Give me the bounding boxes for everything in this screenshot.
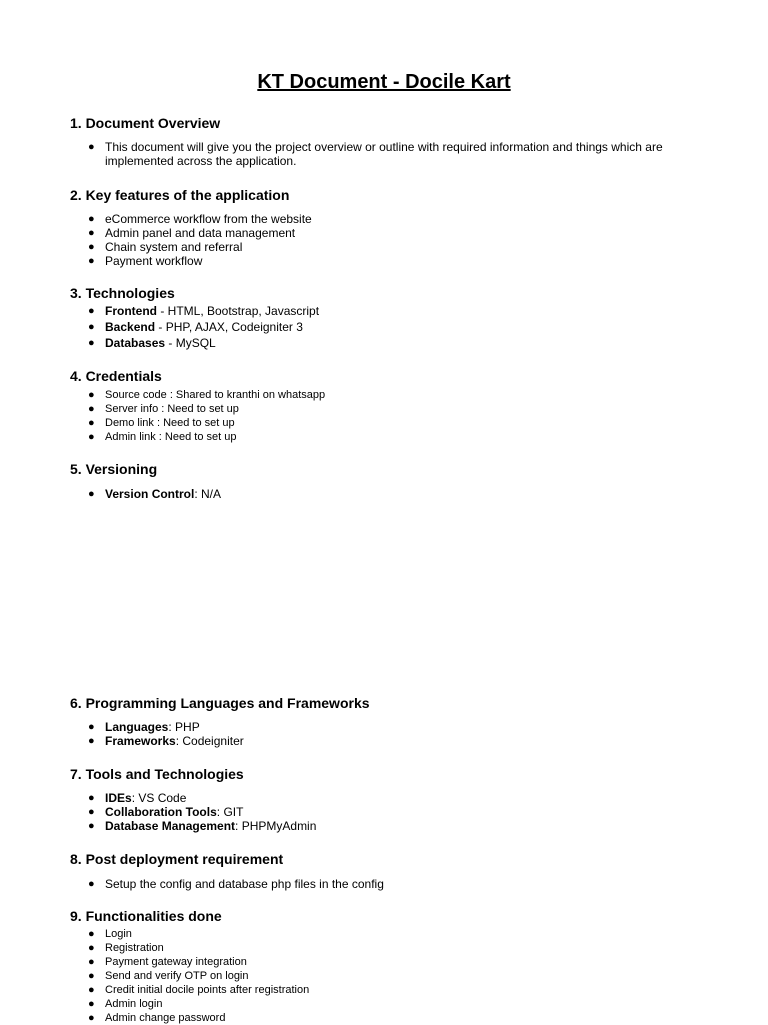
list-item: ● Admin panel and data management [88,226,296,240]
section-technologies [70,284,710,351]
list-item: ● Login [88,928,132,940]
bullet-icon: ● [88,321,95,333]
bullet-list [70,877,710,891]
list-item: ● Database Management: PHPMyAdmin [88,819,317,833]
bullet-icon: ● [88,1012,95,1024]
bullet-icon: ● [88,970,95,982]
bullet-list [70,212,710,268]
bullet-list [70,140,710,168]
list-item: ● Version Control: N/A [88,487,222,501]
section-heading: 2. Key features of the application [70,187,290,203]
section-post-deployment [70,850,710,891]
list-item: ● Credit initial docile points after registration [88,984,310,996]
bullet-list [70,720,710,748]
section-heading: 5. Versioning [70,461,158,477]
bullet-icon: ● [88,213,95,225]
bullet-icon: ● [88,735,95,747]
list-item: ● Backend - PHP, AJAX, Codeigniter 3 [88,320,303,334]
bullet-list [70,791,710,833]
list-item: ● Chain system and referral [88,240,243,254]
bullet-icon: ● [88,255,95,267]
section-heading: 1. Document Overview [70,115,221,131]
list-item: ● Databases - MySQL [88,336,216,350]
document-title: KT Document - Docile Kart [257,71,511,93]
bullet-icon: ● [88,227,95,239]
bullet-icon: ● [88,792,95,804]
section-heading: 9. Functionalities done [70,908,222,924]
list-item: ● Setup the config and database php files in the config [88,877,384,891]
list-item: ● IDEs: VS Code [88,791,187,805]
bullet-icon: ● [88,417,95,429]
bullet-icon: ● [88,488,95,500]
section-heading: 6. Programming Languages and Frameworks [70,695,370,711]
list-item: ● Frontend - HTML, Bootstrap, Javascript [88,304,320,318]
section-document-overview [70,114,710,168]
bullet-icon: ● [88,431,95,443]
section-credentials [70,367,710,444]
section-heading: 3. Technologies [70,285,175,301]
bullet-list [70,487,710,501]
bullet-icon: ● [88,984,95,996]
section-heading: 7. Tools and Technologies [70,766,244,782]
list-item: ● Frameworks: Codeigniter [88,734,244,748]
list-item: ● Send and verify OTP on login [88,970,249,982]
list-item: ● Server info : Need to set up [88,403,239,415]
section-functionalities-done [70,907,710,1025]
bullet-icon: ● [88,806,95,818]
section-key-features [70,186,710,268]
section-heading: 8. Post deployment requirement [70,851,284,867]
bullet-icon: ● [88,878,95,890]
list-item: ● Source code : Shared to kranthi on whatsapp [88,389,326,401]
bullet-icon: ● [88,820,95,832]
list-item: ● Registration [88,942,164,954]
list-item: ● Admin login [88,998,163,1010]
bullet-icon: ● [88,942,95,954]
bullet-icon: ● [88,721,95,733]
list-item: ● Collaboration Tools: GIT [88,805,244,819]
list-item: ● Payment gateway integration [88,956,247,968]
bullet-icon: ● [88,389,95,401]
list-item: ● Admin change password [88,1012,226,1024]
section-versioning [70,460,710,501]
bullet-icon: ● [88,337,95,349]
list-item: ● Demo link : Need to set up [88,417,235,429]
bullet-icon: ● [88,141,95,153]
list-item: ● eCommerce workflow from the website [88,212,312,226]
bullet-list [70,303,710,351]
section-heading: 4. Credentials [70,368,162,384]
bullet-icon: ● [88,305,95,317]
bullet-icon: ● [88,928,95,940]
list-item: ● This document will give you the project overview or outline with required information and things which are implemented across the application. [88,140,663,168]
list-item: ● Admin link : Need to set up [88,431,237,443]
section-tools-technologies [70,765,710,833]
section-programming-languages [70,694,710,748]
bullet-list [70,388,710,444]
bullet-icon: ● [88,956,95,968]
list-item: ● Languages: PHP [88,720,200,734]
bullet-icon: ● [88,241,95,253]
bullet-list [70,927,710,1025]
bullet-icon: ● [88,998,95,1010]
list-item: ● Payment workflow [88,254,203,268]
bullet-icon: ● [88,403,95,415]
